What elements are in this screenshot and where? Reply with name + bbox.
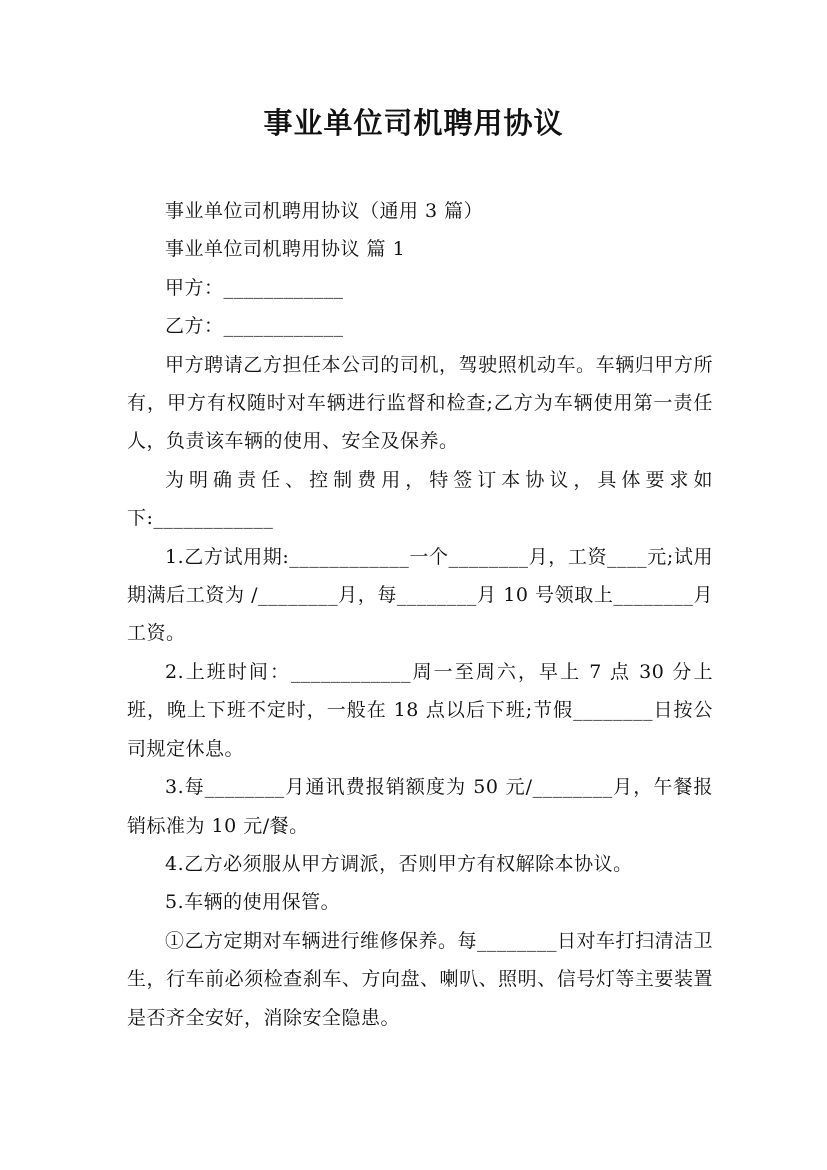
paragraph-clause-4: 4.乙方必须服从甲方调派，否则甲方有权解除本协议。 xyxy=(165,852,633,875)
document-title: 事业单位司机聘用协议 xyxy=(263,106,564,140)
paragraph-subtitle: 事业单位司机聘用协议（通用 3 篇） xyxy=(165,200,484,222)
paragraph-clause-5-1: ①乙方定期对车辆进行维修保养。每________日对车打扫清洁卫生，行车前必须检查刹车、方向盘、喇叭、照明、信号灯等主要装置是否齐全安好，消除安全隐患。 xyxy=(127,929,714,1029)
paragraph-clause-5: 5.车辆的使用保管。 xyxy=(165,891,341,914)
paragraph-section-heading: 事业单位司机聘用协议 篇 1 xyxy=(165,238,406,261)
paragraph-party-b: 乙方：____________ xyxy=(165,315,344,338)
document-body xyxy=(127,192,713,1037)
paragraph-party-a: 甲方：____________ xyxy=(165,276,344,299)
paragraph-clause-1: 1.乙方试用期:____________一个________月，工资____元;试用期满后工资为 /________月，每________月 10 号领取上________月工资。 xyxy=(127,545,713,645)
paragraph-intro: 甲方聘请乙方担任本公司的司机，驾驶照机动车。车辆归甲方所有，甲方有权随时对车辆进行监督和检查;乙方为车辆使用第一责任人，负责该车辆的使用、安全及保养。 xyxy=(127,353,713,453)
paragraph-purpose: 为明确责任、控制费用，特签订本协议，具体要求如下:____________ xyxy=(127,468,713,530)
paragraph-clause-3: 3.每________月通讯费报销额度为 50 元/________月，午餐报销标准为 10 元/餐。 xyxy=(127,776,713,837)
paragraph-clause-2: 2.上班时间：____________周一至周六，早上 7 点 30 分上班，晚上下班不定时，一般在 18 点以后下班;节假________日按公司规定休息。 xyxy=(127,660,713,760)
